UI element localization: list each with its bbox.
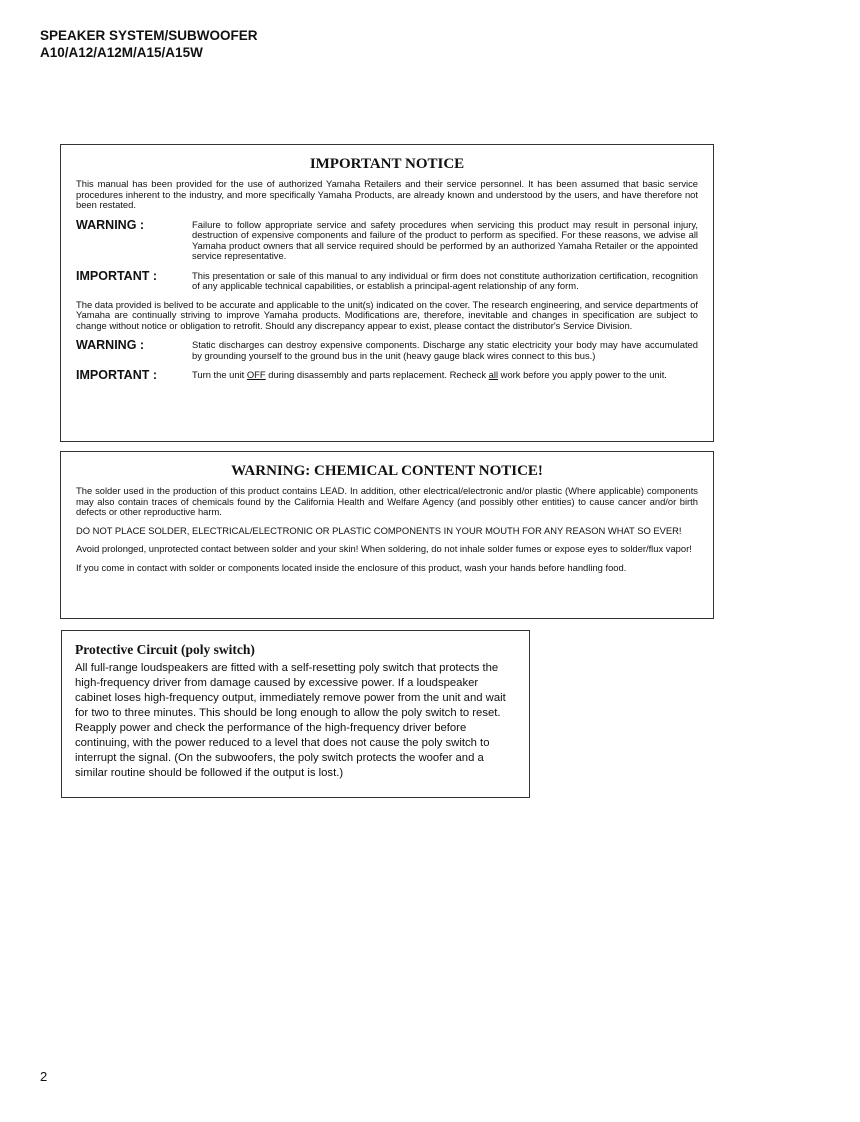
important-text-1: This presentation or sale of this manual to any individual or firm does not constitute authorization certification, recognition of any applicable technical capabilities, or establish a principal-agent relationship of any form.: [192, 269, 698, 291]
important-notice-box: [60, 144, 714, 442]
protective-circuit-box: [61, 630, 530, 798]
warning-text-2: Static discharges can destroy expensive components. Discharge any static electricity your body may have accumulated by grounding yourself to the ground bus in the unit (heavy gauge black wires connect to this bus.): [192, 339, 698, 361]
chemical-paragraph-3: Avoid prolonged, unprotected contact between solder and your skin! When soldering, do not inhale solder fumes or expose eyes to solder/flux vapor!: [76, 543, 692, 554]
important-label-1: IMPORTANT :: [76, 268, 158, 283]
chemical-notice-title: WARNING: CHEMICAL CONTENT NOTICE!: [231, 463, 543, 479]
warning-row-1: [76, 218, 698, 262]
chemical-paragraph-1: The solder used in the production of this product contains LEAD. In addition, other electrical/electronic and/or plastic (Where applicable) components may also contain traces of chemicals found by the California Health and Welfare Agency (and possibly other entities) to cause cancer and/or birth defects or other reproductive harm.: [76, 485, 698, 517]
header-title: SPEAKER SYSTEM/SUBWOOFER: [40, 28, 258, 43]
important-row-1: [76, 269, 698, 292]
chemical-paragraph-4: If you come in contact with solder or components located inside the enclosure of this product, wash your hands before handling food.: [76, 561, 627, 573]
warning-text-1: Failure to follow appropriate service and safety procedures when servicing this product may result in personal injury, destruction of expensive components and failure of the product to perform as specified. For these reasons, we advise all Yamaha product owners that all service required should be performed by an authorized Yamaha Retailer or the appointed service representative.: [192, 218, 698, 261]
header-models: A10/A12/A12M/A15/A15W: [40, 45, 203, 60]
document-header: [40, 27, 258, 61]
protective-circuit-body: All full-range loudspeakers are fitted with a self-resetting poly switch that protects the high-frequency driver from damage caused by excessive power. If a loudspeaker cabinet loses high-frequency output, immediately remove power from the unit and wait for two to three minutes. This should be long enough to allow the poly switch to reset. Reapply power and check the performance of the high-frequency driver before continuing, with the power reduced to a level that does not cause the poly switch to interrupt the signal. (On the subwoofers, the poly switch protects the woofer and a similar routine should be followed if the output is lost.): [75, 662, 506, 779]
important-text-2: [192, 368, 698, 382]
warning-label-1: WARNING :: [76, 217, 145, 232]
all-emphasis: all: [488, 369, 499, 380]
important-notice-intro: This manual has been provided for the use of authorized Yamaha Retailers and their service personnel. It has been assumed that basic service procedures inherent to the industry, and more specifically Yamaha Products, are already known and understood by the users, and have therefore not been restated.: [76, 178, 698, 210]
chemical-notice-box: [60, 451, 714, 619]
protective-circuit-title: Protective Circuit (poly switch): [75, 642, 255, 657]
data-accuracy-paragraph: The data provided is belived to be accurate and applicable to the unit(s) indicated on the cover. The research engineering, and service departments of Yamaha are continually striving to improve Yamaha products. Modifications are, therefore, inevitable and changes in specification are subject to change without notice or obligation to retrofit. Should any discrepancy appear to exist, please contact the distributor's Service Division.: [76, 298, 698, 331]
important-notice-title: IMPORTANT NOTICE: [309, 156, 465, 172]
important-row-2: [76, 368, 698, 382]
warning-row-2: [76, 338, 698, 361]
off-emphasis: OFF: [246, 369, 266, 380]
important-text-2a: Turn the unit: [192, 369, 247, 380]
important-text-2c: work before you apply power to the unit.: [498, 369, 667, 380]
page-number: 2: [40, 1069, 48, 1084]
important-text-2b: during disassembly and parts replacement. Recheck: [265, 369, 489, 380]
important-label-2: IMPORTANT :: [76, 368, 158, 382]
warning-label-2: WARNING :: [76, 338, 145, 352]
chemical-paragraph-2: DO NOT PLACE SOLDER, ELECTRICAL/ELECTRONIC OR PLASTIC COMPONENTS IN YOUR MOUTH FOR ANY REASON WHAT SO EVER!: [76, 524, 682, 536]
